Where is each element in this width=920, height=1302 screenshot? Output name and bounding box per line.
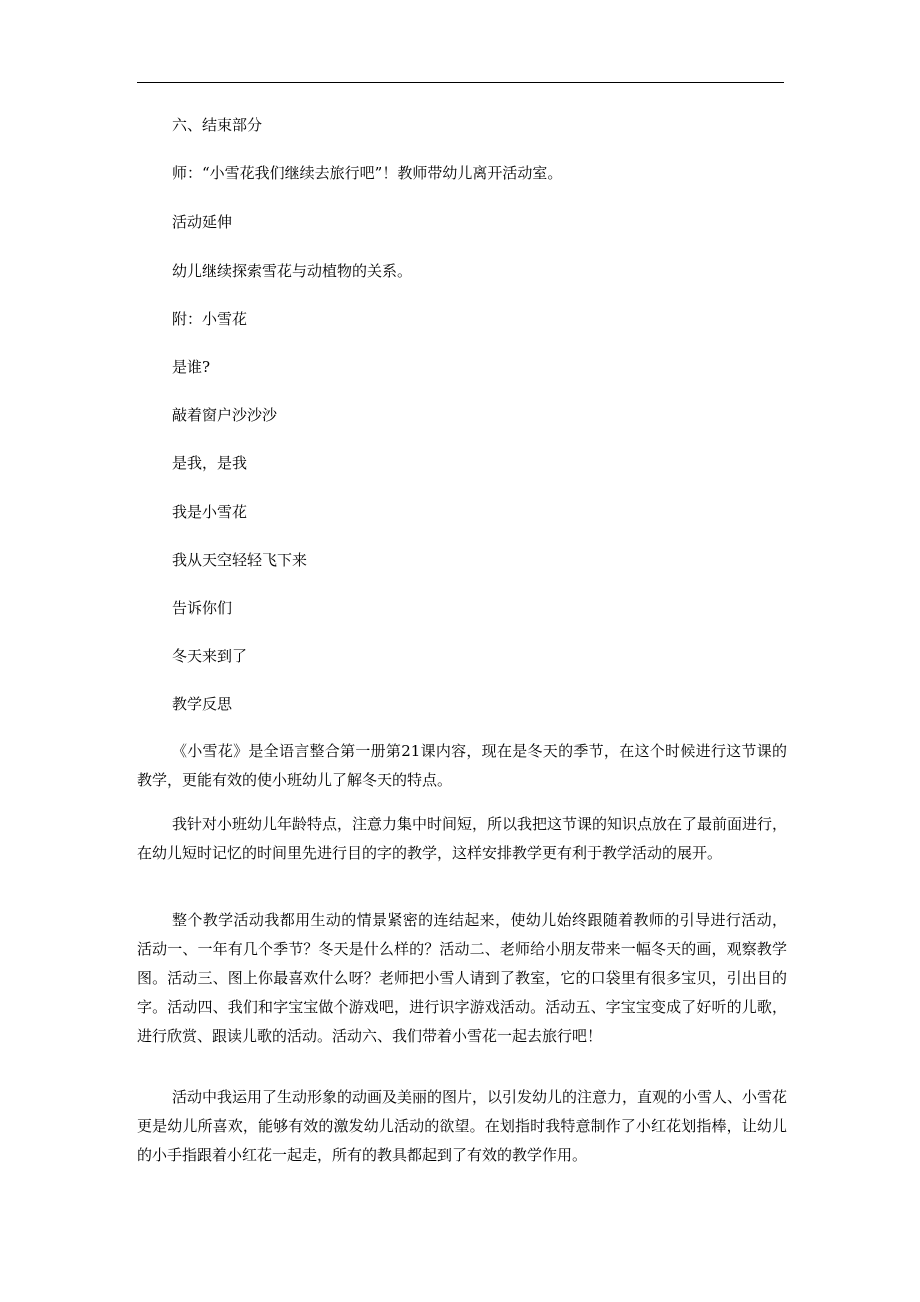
reflection-paragraph: 活动中我运用了生动形象的动画及美丽的图片，以引发幼儿的注意力，直观的小雪人、小雪花更是幼儿所喜欢，能够有效的激发幼儿活动的欲望。在划指时我特意制作了小红花划指棒，让幼儿的小手指跟着小红花一起走，所有的教具都起到了有效的教学作用。 — [137, 1088, 788, 1164]
poem-line: 我从天空轻轻飞下来 — [172, 551, 308, 569]
poem-line: 是谁? — [172, 358, 211, 376]
text-line: 幼儿继续探索雪花与动植物的关系。 — [172, 262, 413, 280]
text-line: 师：“小雪花我们继续去旅行吧”！教师带幼儿离开活动室。 — [172, 164, 563, 182]
appendix-title: 附：小雪花 — [172, 310, 248, 328]
poem-line: 告诉你们 — [172, 599, 233, 617]
reflection-paragraph: 《小雪花》是全语言整合第一册第21课内容，现在是冬天的季节，在这个时候进行这节课的教学，更能有效的使小班幼儿了解冬天的特点。 — [137, 742, 787, 789]
section-heading-extension: 活动延伸 — [172, 213, 233, 231]
reflection-paragraph: 整个教学活动我都用生动的情景紧密的连结起来，使幼儿始终跟随着教师的引导进行活动， 活动一、一年有几个季节？冬天是什么样的？活动二、老师给小朋友带来一幅冬天的画，观察教学图。活动三、图上你最喜欢什么呀？老师把小雪人请到了教室，它的口袋里有很多宝贝，引出目的字。活动四、我们和字宝宝做个游戏吧，进行识字游戏活动。活动五、字宝宝变成了好听的儿歌，进行欣赏、跟读儿歌的活动。活动六、我们带着小雪花一起去旅行吧！ — [137, 911, 787, 1045]
poem-line: 是我，是我 — [172, 454, 248, 472]
poem-line: 敲着窗户沙沙沙 — [172, 406, 278, 424]
section-heading-reflection: 教学反思 — [172, 695, 233, 713]
reflection-paragraph: 我针对小班幼儿年龄特点，注意力集中时间短，所以我把这节课的知识点放在了最前面进行，在幼儿短时记忆的时间里先进行目的字的教学，这样安排教学更有利于教学活动的展开。 — [137, 815, 788, 862]
header-rule — [137, 82, 784, 83]
poem-line: 冬天来到了 — [172, 647, 248, 665]
section-heading-ending: 六、结束部分 — [172, 116, 263, 134]
poem-line: 我是小雪花 — [172, 503, 248, 521]
